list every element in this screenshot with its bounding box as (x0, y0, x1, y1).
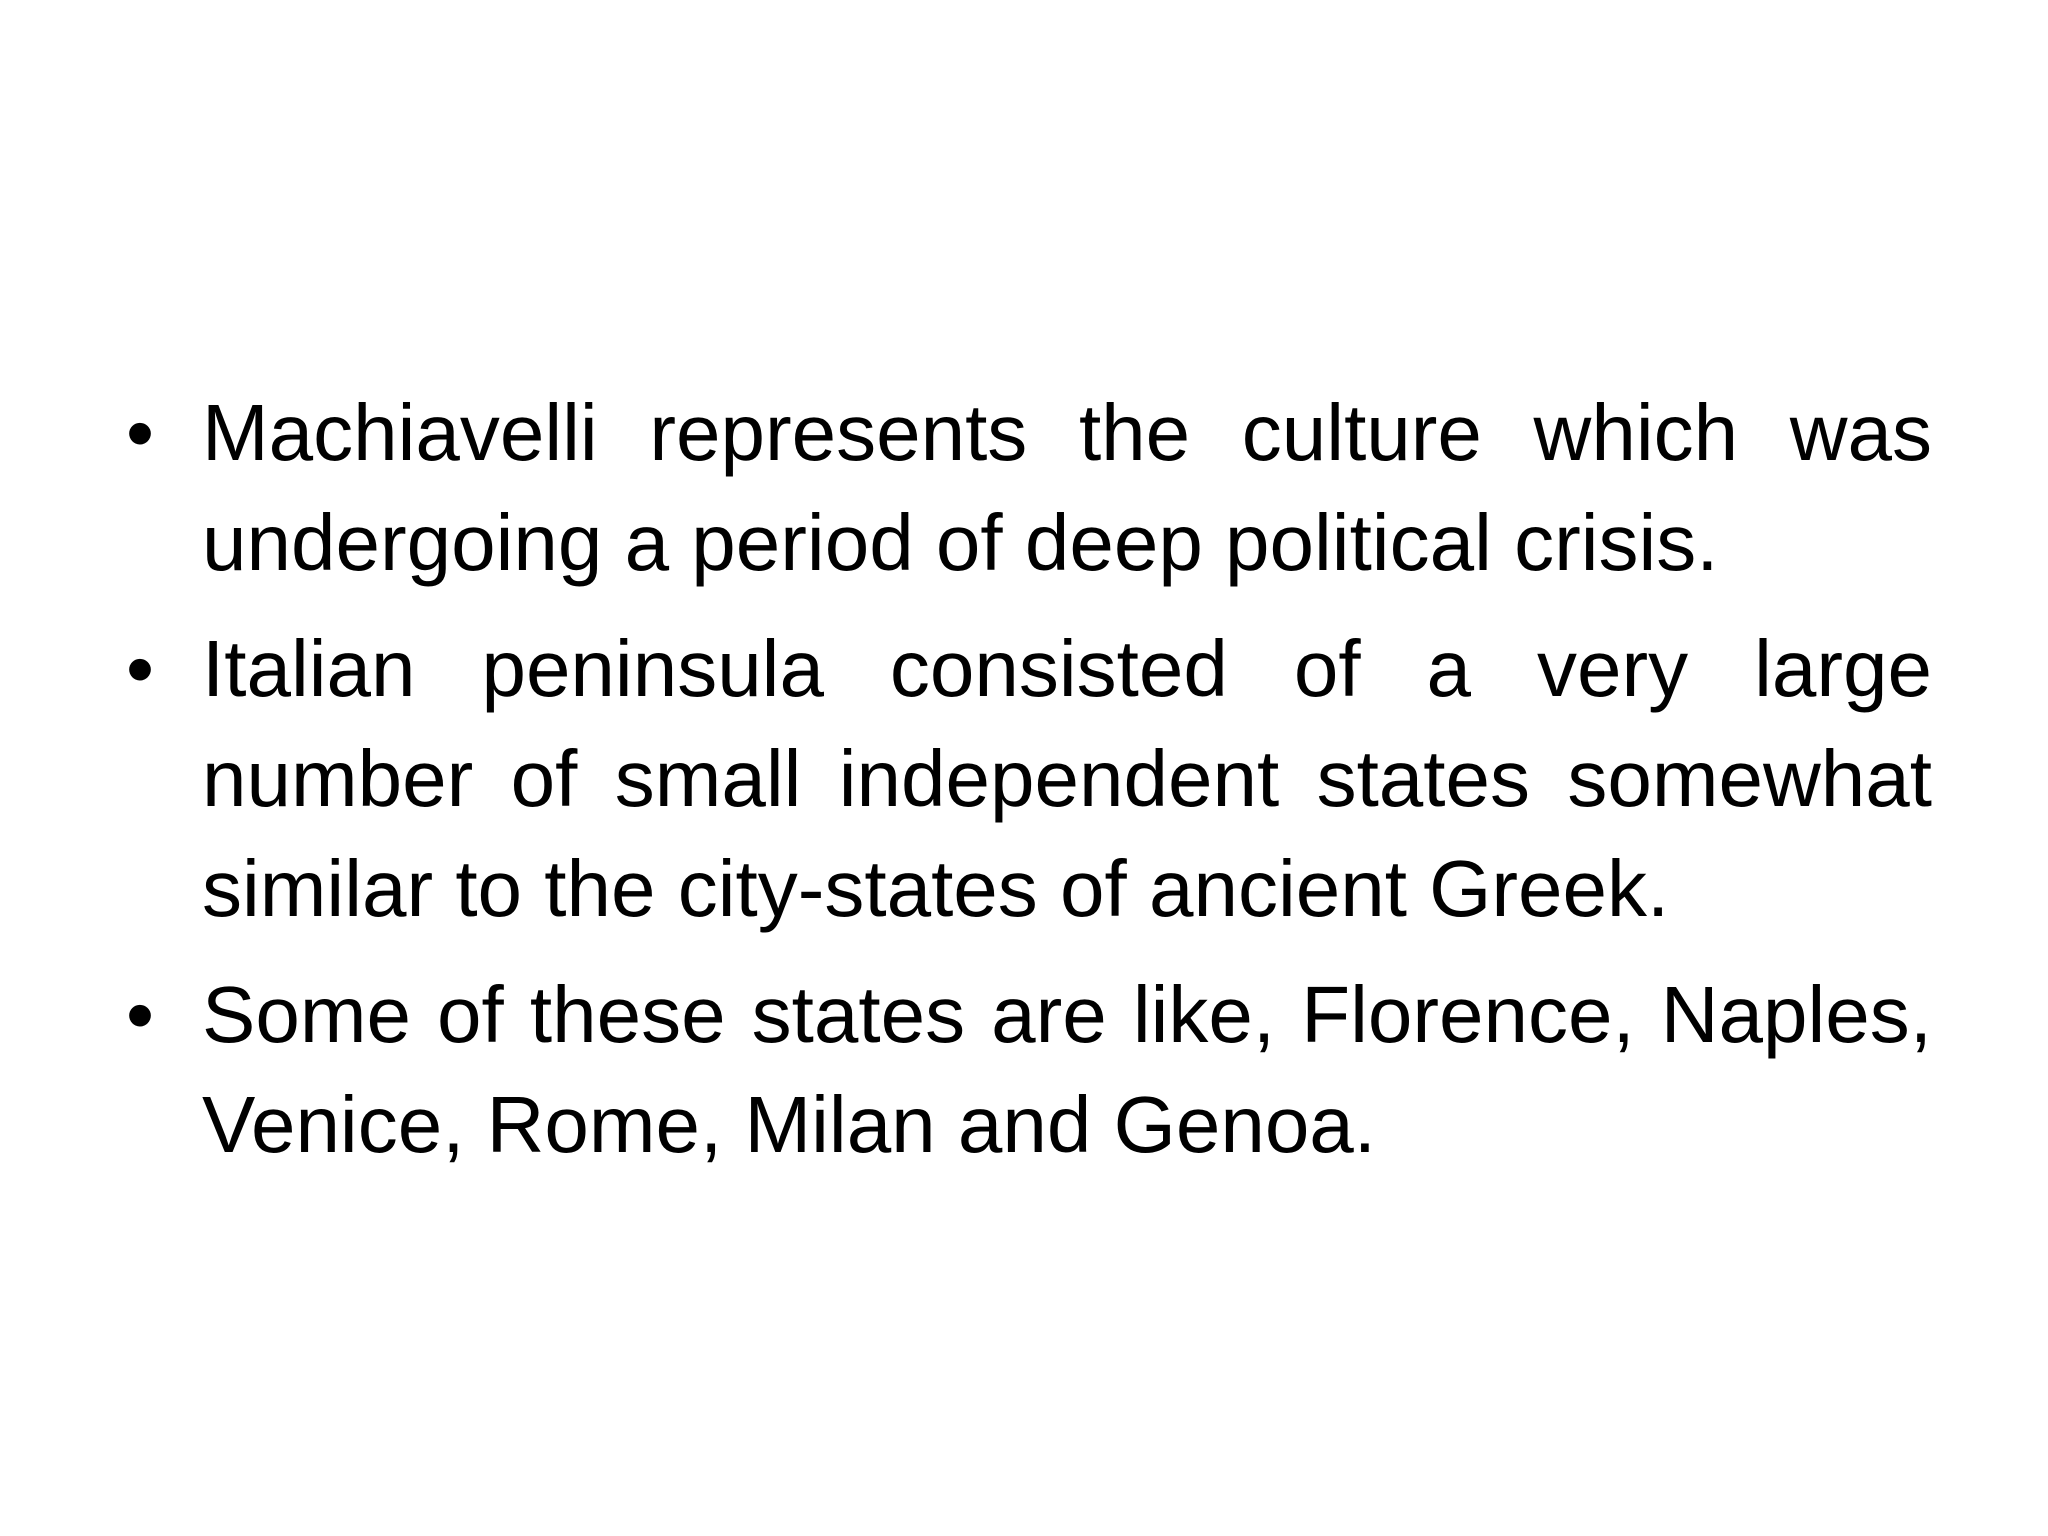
bullet-list (120, 378, 1932, 1196)
bullet-point-icon: • (126, 624, 155, 713)
bullet-item (120, 614, 1932, 944)
bullet-text: Machiavelli represents the culture which was undergoing a period of deep political crisis. (202, 388, 1932, 587)
bullet-item (120, 960, 1932, 1180)
bullet-point-icon: • (126, 970, 155, 1059)
bullet-item (120, 378, 1932, 598)
bullet-text: Some of these states are like, Florence, Naples, Venice, Rome, Milan and Genoa. (202, 970, 1932, 1169)
bullet-text: Italian peninsula consisted of a very large number of small independent states somewhat similar to the city-states of ancient Greek. (202, 624, 1932, 933)
bullet-point-icon: • (126, 388, 155, 477)
